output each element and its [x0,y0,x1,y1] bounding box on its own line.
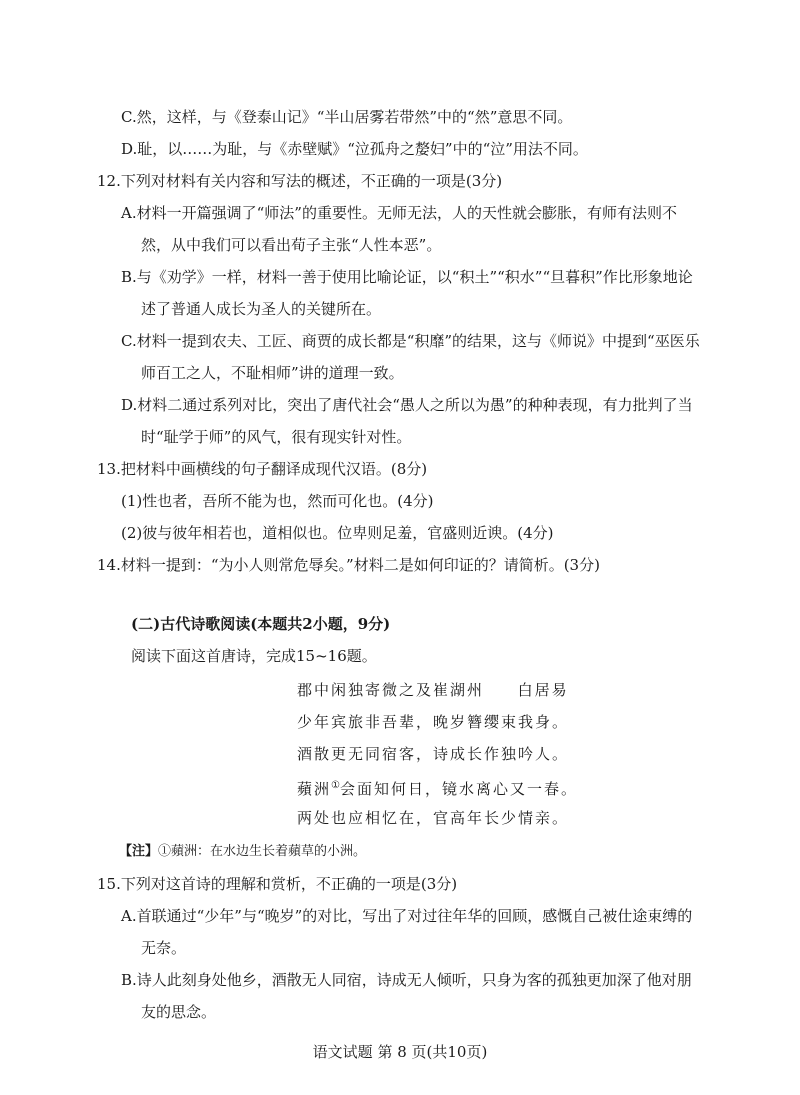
poem-line-3-end: 会面知何日，镜水离心又一春。 [339,780,578,798]
poem-author: 白居易 [517,681,569,699]
q13-stem: 13.把材料中画横线的句子翻译成现代汉语。(8分) [97,460,428,478]
poem-line-4: 两处也应相忆在，官高年长少情亲。 [297,809,570,827]
q15-option-a-line1: A.首联通过“少年”与“晚岁”的对比，写出了对过往年华的回顾，感慨自己被仕途束缚的 [121,907,693,925]
q12-option-b-line1: B.与《劝学》一样，材料一善于使用比喻论证，以“积土”“积水”“旦暮积”作比形象地论 [121,268,693,286]
q12-option-c-line2: 师百工之人，不耻相师”讲的道理一致。 [141,364,404,382]
q12-option-d-line2: 时“耻学于师”的风气，很有现实针对性。 [141,428,412,446]
section-heading: (二)古代诗歌阅读(本题共2小题，9分) [131,615,391,633]
note-text: ①蘋洲：在水边生长着蘋草的小洲。 [158,844,367,859]
q15-option-a-line2: 无奈。 [141,939,187,957]
poem-title-line [297,680,569,700]
footnote-marker: ① [331,780,340,791]
q12-option-a-line1: A.材料一开篇强调了“师法”的重要性。无师无法，人的天性就会膨胀，有师有法则不 [121,204,677,222]
q12-option-a-line2: 然，从中我们可以看出荀子主张“人性本恶”。 [141,236,442,254]
poem-title: 郡中闲独寄微之及崔湖州 [297,681,485,699]
poem-line-2: 酒散更无同宿客，诗成长作独吟人。 [297,745,570,763]
poem-line-1: 少年宾旅非吾辈，晚岁簪缨束我身。 [297,713,570,731]
poem-line-3-start: 蘋洲 [297,780,332,798]
q11-option-d: D.耻，以……为耻，与《赤壁赋》“泣孤舟之嫠妇”中的“泣”用法不同。 [121,140,588,158]
q12-option-d-line1: D.材料二通过系列对比，突出了唐代社会“愚人之所以为愚”的种种表现，有力批判了当 [121,396,693,414]
poem-line-3 [297,776,578,799]
q15-stem: 15.下列对这首诗的理解和赏析，不正确的一项是(3分) [97,875,458,893]
q14-stem: 14.材料一提到：“为小人则常危辱矣。”材料二是如何印证的？请简析。(3分) [97,556,600,574]
page-footer: 语文试题 第 8 页(共10页) [312,1043,488,1061]
q12-stem: 12.下列对材料有关内容和写法的概述，不正确的一项是(3分) [97,172,503,190]
note-label: 【注】 [119,844,159,859]
q15-option-b-line2: 友的思念。 [141,1003,217,1021]
section-instruction: 阅读下面这首唐诗，完成15~16题。 [131,647,377,665]
q12-option-c-line1: C.材料一提到农夫、工匠、商贾的成长都是“积靡”的结果，这与《师说》中提到“巫医乐 [121,332,700,350]
q15-option-b-line1: B.诗人此刻身处他乡，酒散无人同宿，诗成无人倾听，只身为客的孤独更加深了他对朋 [121,971,692,989]
q13-sub1: (1)性也者，吾所不能为也，然而可化也。(4分) [121,492,434,510]
q13-sub2: (2)彼与彼年相若也，道相似也。位卑则足羞，官盛则近谀。(4分) [121,524,554,542]
poem-note [119,842,366,862]
q11-option-c: C.然，这样，与《登泰山记》“半山居雾若带然”中的“然”意思不同。 [121,108,573,126]
q12-option-b-line2: 述了普通人成长为圣人的关键所在。 [141,300,382,318]
